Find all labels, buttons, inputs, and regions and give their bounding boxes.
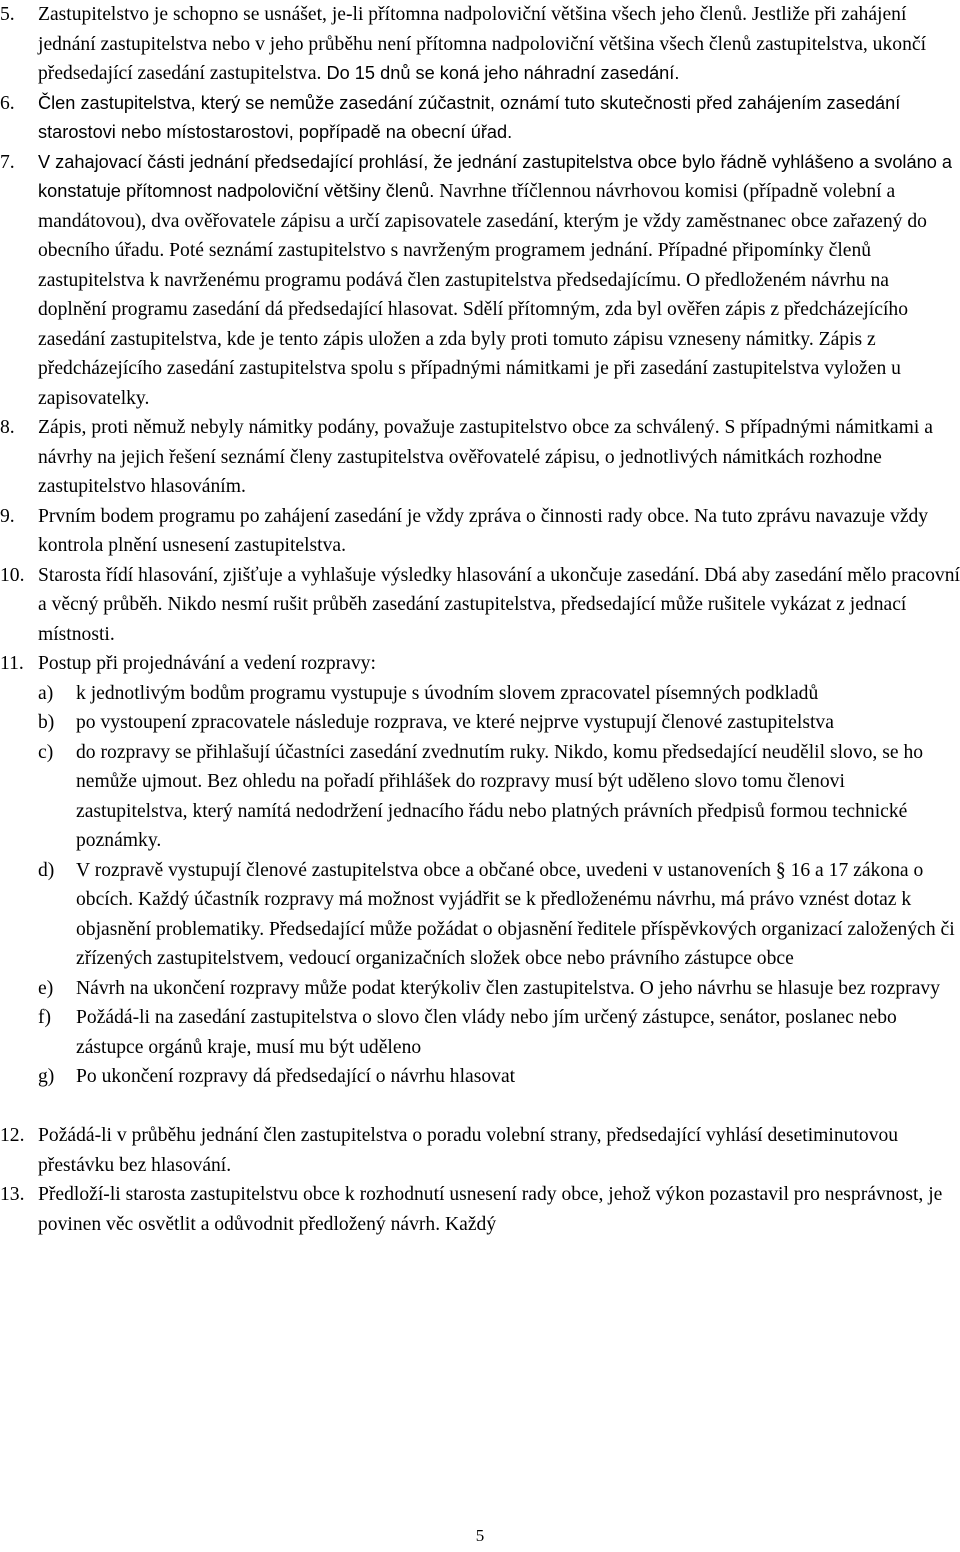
item-text: Předloží-li starosta zastupitelstvu obce k rozhodnutí usnesení rady obce, jehož výkon pozastavil pro nesprávnost, je povinen věc osvětlit a odůvodnit předložený návrh. Každý (38, 1184, 943, 1235)
article-7 (0, 148, 960, 414)
sub-item-c (0, 738, 960, 856)
item-number: 7. (0, 151, 15, 173)
sub-item-b (0, 708, 960, 738)
sub-item-text: do rozpravy se přihlašují účastníci zasedání zvednutím ruky. Nikdo, komu předsedající neudělil slovo, se ho nemůže ujmout. Bez ohledu na pořadí přihlášek do rozpravy musí být uděleno slovo tomu členovi zastupitelstva, který namítá nedodržení jednacího řádu nebo platných právních předpisů formou technické poznámky. (76, 741, 924, 851)
sub-item-a (0, 679, 960, 709)
sub-item-letter: f) (38, 1007, 52, 1028)
sub-item-g (0, 1062, 960, 1092)
article-6 (0, 89, 960, 148)
item-number: 6. (0, 92, 15, 114)
article-10 (0, 561, 960, 650)
sub-item-letter: b) (38, 712, 55, 733)
article-8 (0, 413, 960, 502)
sub-item-text: po vystoupení zpracovatele následuje rozprava, ve které nejprve vystupují členové zastupitelstva (76, 712, 834, 733)
item-text: Požádá-li v průběhu jednání člen zastupitelstva o poradu volební strany, předsedající vyhlásí desetiminutovou přestávku bez hlasování. (38, 1125, 899, 1176)
item-number: 5. (0, 4, 15, 25)
item-text: Prvním bodem programu po zahájení zasedání je vždy zpráva o činnosti rady obce. Na tuto zprávu navazuje vždy kontrola plnění usnesení zastupitelstva. (38, 505, 929, 556)
item-number: 8. (0, 417, 15, 438)
item-text-sans: Do 15 dnů se koná jeho náhradní zasedání. (321, 63, 680, 83)
article-11 (0, 649, 960, 1092)
sub-item-letter: g) (38, 1066, 55, 1087)
item-number: 12. (0, 1125, 25, 1146)
sub-item-d (0, 856, 960, 974)
item-text-sans: Člen zastupitelstva, který se nemůže zasedání zúčastnit, oznámí tuto skutečnosti před zahájením zasedání starostovi nebo místostarostovi, popřípadě na obecní úřad. (38, 92, 901, 142)
sub-item-letter: c) (38, 741, 54, 763)
item-text: Zápis, proti němuž nebyly námitky podány, považuje zastupitelstvo obce za schválený. S případnými námitkami a návrhy na jejich řešení seznámí členy zastupitelstva ověřovatelé zápisu, o jednotlivých námitkách rozhodne zastupitelstvo hlasováním. (38, 417, 933, 497)
sub-item-text: k jednotlivým bodům programu vystupuje s úvodním slovem zpracovatel písemných podkladů (76, 682, 819, 704)
sub-item-f (0, 1003, 960, 1062)
sub-item-e (0, 974, 960, 1004)
sub-item-letter: a) (38, 682, 54, 704)
article-12 (0, 1121, 960, 1180)
sub-item-letter: d) (38, 859, 55, 881)
article-9 (0, 502, 960, 561)
sub-list (0, 679, 960, 1092)
item-text: Starosta řídí hlasování, zjišťuje a vyhlašuje výsledky hlasování a ukončuje zasedání. Dbá aby zasedání mělo pracovní a věcný průběh. Nikdo nesmí rušit průběh zasedání zastupitelstva, předsedající může rušitele vykázat z jednací místnosti. (38, 564, 960, 645)
article-13 (0, 1180, 960, 1239)
blank-line (0, 1092, 960, 1122)
item-text: Zastupitelstvo je schopno se usnášet, je-li přítomna nadpoloviční většina všech jeho členů. Jestliže při zahájení jednání zastupitelstva nebo v jeho průběhu není přítomna nadpoloviční většina všech členů zastupitelstva, ukončí předsedající zasedání zastupitelstva. (38, 4, 927, 84)
item-number: 13. (0, 1184, 25, 1205)
item-text: Navrhne tříčlennou návrhovou komisi (případně volební a mandátovou), dva ověřovatele zápisu a určí zapisovatele zasedání, kterým je vždy zaměstnanec obce zařazený do obecního úřadu. Poté seznámí zastupitelstvo s navrženým programem jednání. Případné připomínky členů zastupitelstva k navrženému programu podává člen zastupitelstva předsedajícímu. O předloženém návrhu na doplnění programu zasedání dá předsedající hlasovat. Sdělí přítomným, zda byl ověřen zápis z předcházejícího zasedání zastupitelstva, kde je tento zápis uložen a zda byly proti tomuto zápisu vzneseny námitky. Zápis z předcházejícího zasedání zastupitelstva spolu s případnými námitkami je při zasedání zastupitelstva vyložen u zapisovatelky. (38, 181, 927, 409)
article-5 (0, 0, 960, 89)
sub-item-text: Požádá-li na zasedání zastupitelstva o slovo člen vlády nebo jím určený zástupce, senátor, poslanec nebo zástupce orgánů kraje, musí mu být uděleno (76, 1007, 897, 1058)
sub-item-text: Návrh na ukončení rozpravy může podat kterýkoliv člen zastupitelstva. O jeho návrhu se hlasuje bez rozpravy (76, 977, 941, 999)
item-text: Postup při projednávání a vedení rozpravy: (38, 653, 376, 674)
sub-item-text: V rozpravě vystupují členové zastupitelstva obce a občané obce, uvedeni v ustanoveních § 16 a 17 zákona o obcích. Každý účastník rozpravy má možnost vyjádřit se k předloženému návrhu, má právo vznést dotaz k objasnění problematiky. Předsedající může požádat o objasnění ředitele příspěvkových organizací založených či zřízených zastupitelstvem, vedoucí organizačních složek obce nebo právního zástupce obce (76, 859, 955, 969)
item-number: 10. (0, 564, 25, 586)
item-number: 9. (0, 505, 15, 527)
item-number: 11. (0, 653, 24, 674)
sub-item-letter: e) (38, 977, 54, 999)
sub-item-text: Po ukončení rozpravy dá předsedající o návrhu hlasovat (76, 1066, 516, 1087)
item-text-sans: V zahajovací části jednání předsedající prohlásí, že jednání zastupitelstva obce bylo řádně vyhlášeno a svoláno a konstatuje přítomnost nadpoloviční většiny členů. (38, 151, 952, 201)
page-number: 5 (475, 1526, 485, 1545)
